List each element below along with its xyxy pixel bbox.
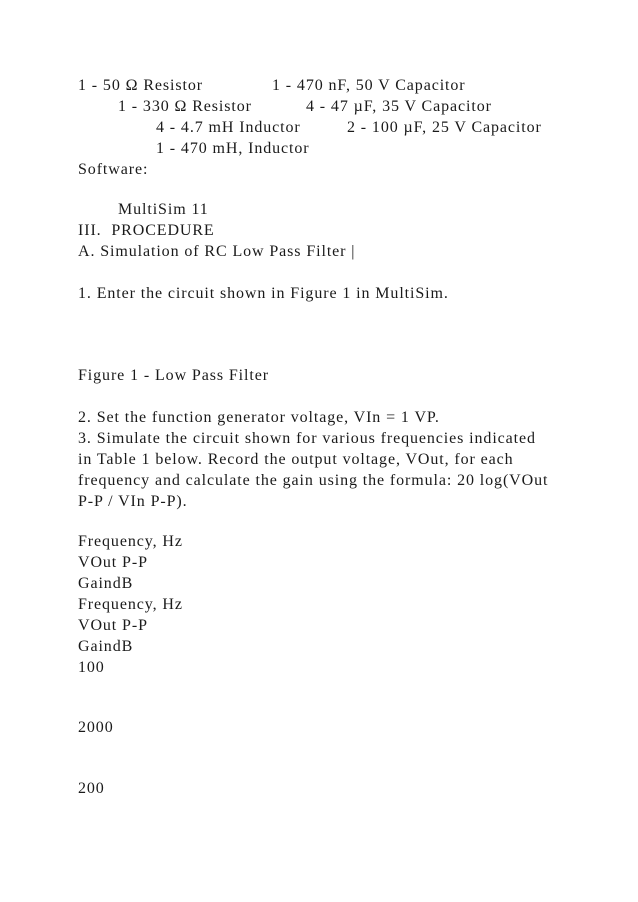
procedure-step-3-line-3: frequency and calculate the gain using the formula: 20 log(VOut xyxy=(78,472,549,489)
software-item: MultiSim 11 xyxy=(118,201,209,218)
procedure-step-3-line-4: P-P / VIn P-P). xyxy=(78,493,188,510)
procedure-step-2: 2. Set the function generator voltage, VIn = 1 VP. xyxy=(78,409,440,426)
procedure-step-3-line-2: in Table 1 below. Record the output voltage, VOut, for each xyxy=(78,451,514,468)
table-header-frequency: Frequency, Hz xyxy=(78,533,183,550)
part-100uf-capacitor: 2 - 100 µF, 25 V Capacitor xyxy=(347,119,542,136)
section-heading-procedure: III. PROCEDURE xyxy=(78,222,215,239)
table-cell-frequency: 200 xyxy=(78,780,105,797)
software-heading: Software: xyxy=(78,161,149,178)
part-47uf-capacitor: 4 - 47 µF, 35 V Capacitor xyxy=(306,98,492,115)
part-50-ohm-resistor: 1 - 50 Ω Resistor xyxy=(78,77,203,94)
table-header-vout: VOut P-P xyxy=(78,617,148,634)
procedure-step-1: 1. Enter the circuit shown in Figure 1 in MultiSim. xyxy=(78,285,449,302)
figure-caption: Figure 1 - Low Pass Filter xyxy=(78,367,269,384)
table-cell-frequency: 100 xyxy=(78,659,105,676)
part-470nf-capacitor: 1 - 470 nF, 50 V Capacitor xyxy=(272,77,466,94)
part-470mh-inductor: 1 - 470 mH, Inductor xyxy=(156,140,310,157)
table-header-vout: VOut P-P xyxy=(78,554,148,571)
table-header-frequency: Frequency, Hz xyxy=(78,596,183,613)
table-header-gain: GaindB xyxy=(78,575,134,592)
procedure-step-3-line-1: 3. Simulate the circuit shown for various frequencies indicated xyxy=(78,430,536,447)
table-header-gain: GaindB xyxy=(78,638,134,655)
part-330-ohm-resistor: 1 - 330 Ω Resistor xyxy=(118,98,252,115)
subsection-heading-rc-low-pass: A. Simulation of RC Low Pass Filter | xyxy=(78,243,356,260)
table-cell-frequency: 2000 xyxy=(78,719,114,736)
part-4-7mh-inductor: 4 - 4.7 mH Inductor xyxy=(156,119,301,136)
